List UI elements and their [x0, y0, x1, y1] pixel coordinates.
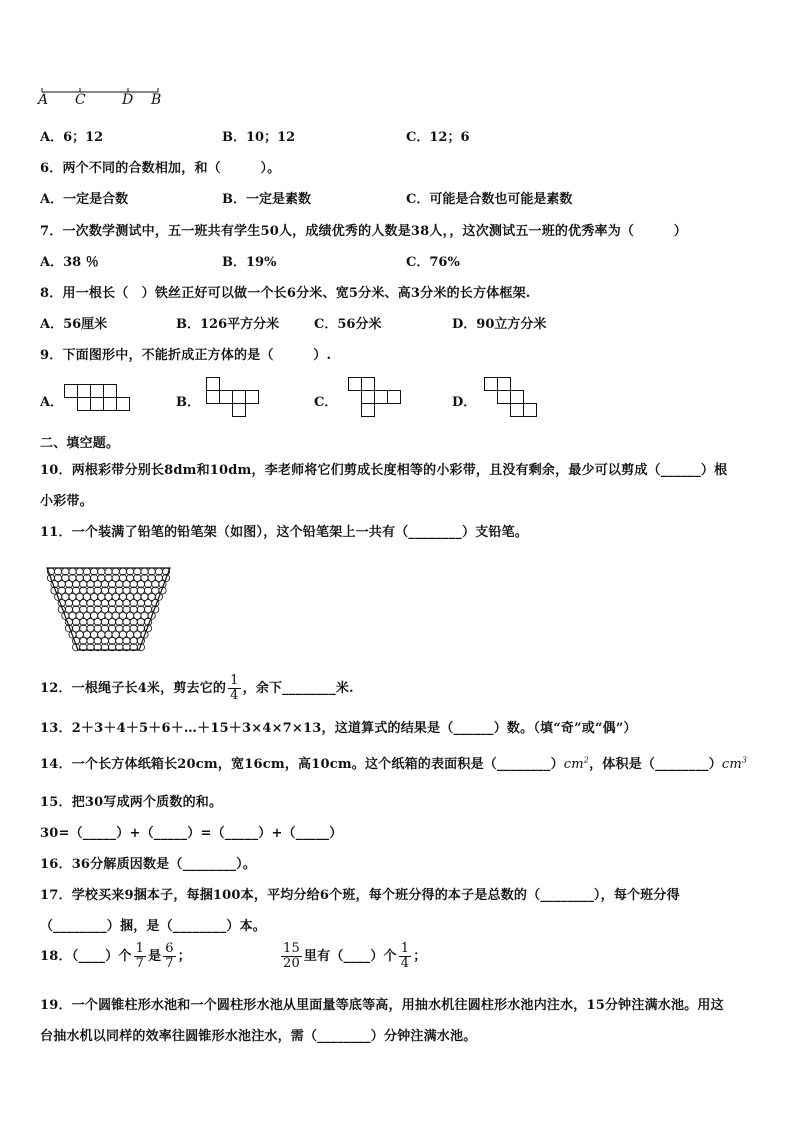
- q7-option-b[interactable]: B．19%: [222, 255, 277, 270]
- question-16: 16．36分解质因数是（________）。: [40, 857, 257, 872]
- q8-option-a[interactable]: A．56厘米: [40, 317, 108, 332]
- q8-option-c[interactable]: C．56分米: [314, 317, 382, 332]
- question-10-line2: 小彩带。: [40, 494, 93, 509]
- q6-option-c[interactable]: C．可能是合数也可能是素数: [406, 192, 573, 207]
- question-8: 8．用一根长（ ）铁丝正好可以做一个长6分米、宽5分米、高3分米的长方体框架.: [40, 286, 531, 301]
- q9-option-b[interactable]: B．: [176, 395, 200, 410]
- pencil-holder-figure: [46, 566, 172, 652]
- q7-option-a[interactable]: A．38 ％: [40, 255, 99, 270]
- point-label-a: A: [38, 92, 49, 108]
- q9-option-d[interactable]: D．: [452, 395, 477, 410]
- question-17-line1: 17．学校买来9捆本子，每捆100本，平均分给6个班，每个班分得的本子是总数的（________），每个班分得: [40, 888, 680, 903]
- unit-cm3: $cm^3$: [721, 755, 748, 772]
- q5-option-b[interactable]: B．10；12: [222, 130, 296, 145]
- question-17-line2: （________）捆，是（________）本。: [40, 919, 267, 934]
- cube-net-c: [348, 377, 404, 419]
- q5-option-c[interactable]: C．12；6: [406, 130, 470, 145]
- cube-net-b: [206, 377, 262, 419]
- point-label-b: B: [151, 92, 162, 108]
- question-14: 14．一个长方体纸箱长20cm，宽16cm，高10cm。这个纸箱的表面积是$(\_\_\_\_\_\_\_\_)cm^2$，体积是$(\_\_\_\_\_\_\_\_)cm^3$: [40, 755, 748, 772]
- q8-option-b[interactable]: B．126平方分米: [176, 317, 280, 332]
- question-6: 6．两个不同的合数相加，和（ ）。: [40, 161, 281, 176]
- question-12: [40, 674, 354, 703]
- question-10-line1: 10．两根彩带分别长8dm和10dm，李老师将它们剪成长度相等的小彩带，且没有剩余，最少可以剪成（______）根: [40, 463, 728, 478]
- question-9: 9．下面图形中，不能折成正方体的是（ ）.: [40, 348, 332, 363]
- question-18: 18．（____）个 $\frac{1}{7}$ 是 $\frac{6}{7}$ ； $\frac{15}{20}$ 里有（____）个 $\frac{1}{4}$ ；: [40, 941, 427, 971]
- fraction-one-quarter: $\frac{1}{4}$: [230, 673, 239, 703]
- question-11: 11．一个装满了铅笔的铅笔架（如图），这个铅笔架上一共有（________）支铅笔。: [40, 525, 528, 540]
- cube-net-d: [484, 377, 540, 419]
- q6-option-a[interactable]: A．一定是合数: [40, 192, 129, 207]
- question-13: 13．2＋3＋4＋5＋6＋…＋15＋3×4×7×13，这道算式的结果是（______）数。（填“奇”或“偶”）: [40, 721, 637, 736]
- point-label-c: C: [75, 92, 86, 108]
- section-fill-blank-title: 二、填空题。: [40, 436, 120, 451]
- fraction-one-quarter-b: $\frac{1}{4}$: [400, 941, 410, 971]
- q8-option-d[interactable]: D．90立方分米: [452, 317, 547, 332]
- q12-text-pre: 12．一根绳子长4米，剪去它的: [40, 681, 227, 696]
- q7-option-c[interactable]: C．76%: [406, 255, 460, 270]
- q9-option-c[interactable]: C．: [314, 395, 338, 410]
- fraction-six-sevenths: $\frac{6}{7}$: [165, 941, 174, 971]
- point-label-d: D: [122, 92, 134, 108]
- segment-diagram: [36, 86, 166, 110]
- question-19-line2: 台抽水机以同样的效率往圆锥形水池注水，需（________）分钟注满水池。: [40, 1029, 477, 1044]
- question-7: 7．一次数学测试中，五一班共有学生50人，成绩优秀的人数是38人，，这次测试五一班的优秀率为（ ）: [40, 224, 687, 239]
- q9-option-a[interactable]: A．: [40, 395, 64, 410]
- q5-option-a[interactable]: A．6；12: [40, 130, 104, 145]
- unit-cm2: $cm^2$: [563, 755, 590, 772]
- question-15-equation: 30=（_____）+（_____）=（_____）+（_____）: [40, 826, 343, 841]
- q6-option-b[interactable]: B．一定是素数: [222, 192, 311, 207]
- fraction-fifteen-twentieths: $\frac{15}{20}$: [282, 941, 300, 971]
- question-19-line1: 19．一个圆锥柱形水池和一个圆柱形水池从里面量等底等高，用抽水机往圆柱形水池内注水，15分钟注满水池。用这: [40, 998, 724, 1013]
- question-15: 15．把30写成两个质数的和。: [40, 795, 223, 810]
- q12-text-post: ，余下________米.: [242, 681, 354, 696]
- cube-net-a: [64, 384, 130, 412]
- fraction-one-seventh: $\frac{1}{7}$: [135, 941, 145, 971]
